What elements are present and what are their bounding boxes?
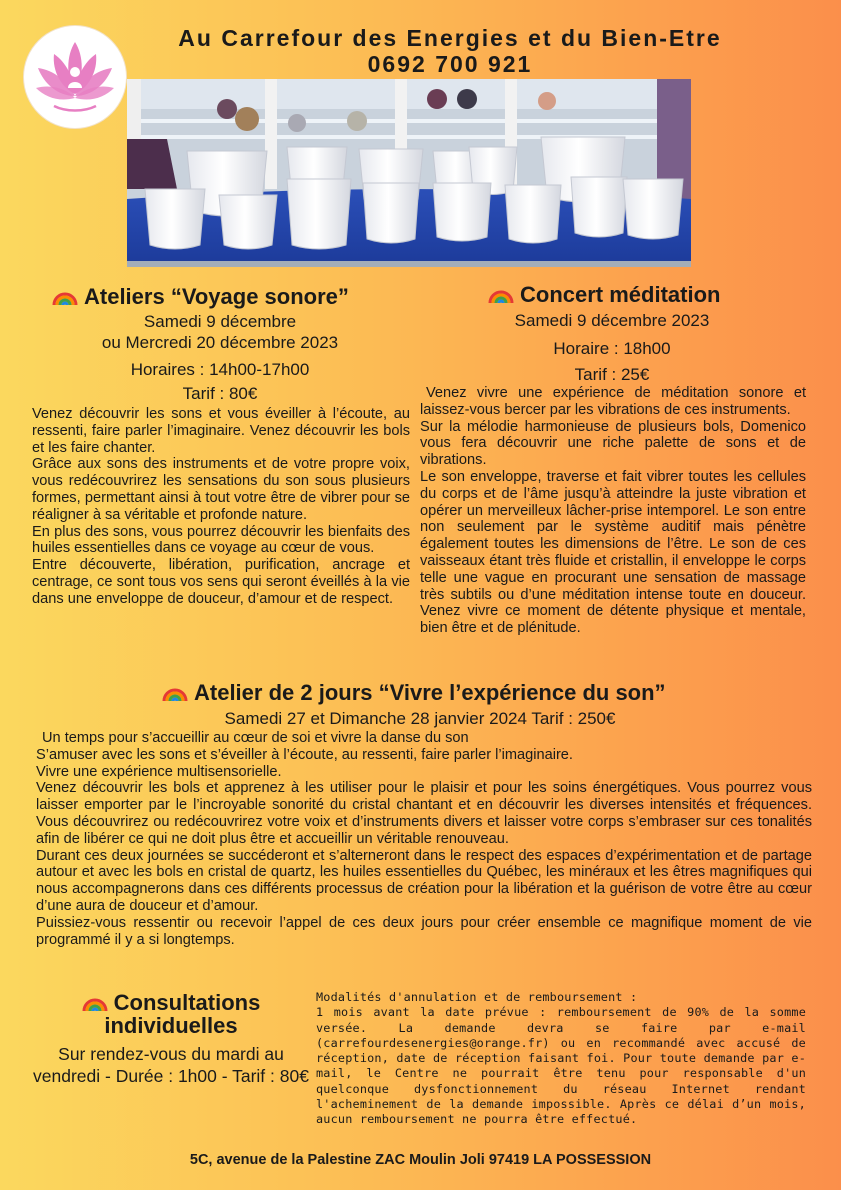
concert-description xyxy=(420,385,806,637)
crystal-bowls-photo xyxy=(127,79,691,267)
ateliers-paragraph: Grâce aux sons des instruments et de votre propre voix, vous redécouvrirez les sensations du son sous plusieurs formes, permettant ainsi à tout votre être de vibrer pour se réaligner à sa véritable et profonde nature. xyxy=(32,456,410,523)
atelier2-heading xyxy=(162,680,666,706)
atelier2-paragraph: Un temps pour s’accueillir au cœur de soi et vivre la danse du son xyxy=(42,730,469,746)
atelier2-paragraph: Venez découvrir les bols et apprenez à les utiliser pour le plaisir et pour les soins énergétiques. Vous pourrez vous laisser emporter par le l’incroyable sonorité du cristal chantant et en découvrir les diverses intensités et fréquences. Vous découvrirez ou redécouvrirez votre voix et d’instruments divers et laisser votre corps s’embraser sur ces tonalités afin de libérer ce qui ne doit plus être et accueillir un véritable renouveau. xyxy=(36,780,812,847)
concert-title: Concert méditation xyxy=(520,282,721,307)
atelier2-title: Atelier de 2 jours “Vivre l’expérience du son” xyxy=(194,680,666,705)
concert-paragraph: Sur la mélodie harmonieuse de plusieurs bols, Domenico vous fera découvrir une riche palette de sons et de vibrations. xyxy=(420,418,806,469)
concert-date: Samedi 9 décembre 2023 xyxy=(514,311,710,330)
lotus-logo xyxy=(24,26,126,128)
concert-heading xyxy=(488,282,720,308)
rainbow-icon xyxy=(82,992,108,1012)
lotus-logo-icon xyxy=(24,26,126,128)
ateliers-paragraph: En plus des sons, vous pourrez découvrir les bienfaits des huiles essentielles dans ce voyage au cœur de vous. xyxy=(32,523,410,557)
consultations-title-line2: individuelles xyxy=(104,1013,238,1038)
rainbow-icon xyxy=(162,682,188,702)
concert-horaire: Horaire : 18h00 xyxy=(553,339,671,358)
ateliers-horaires: Horaires : 14h00-17h00 xyxy=(130,360,310,379)
atelier2-dates: Samedi 27 et Dimanche 28 janvier 2024 Tarif : 250€ xyxy=(224,709,616,728)
atelier2-paragraph: Durant ces deux journées se succéderont et s’alterneront dans le respect des espaces d’expérimentation et de partage autour et avec les bols en cristal de quartz, les huiles essentielles du Québec, les minéraux et les êtres magnifiques qui nous accompagnerons dans ces différents processus de création pour la libération et la guérison de votre être au cœur d’une aura de douceur et d’amour. xyxy=(36,847,812,914)
phone-number: 0692 700 921 xyxy=(367,51,533,77)
rainbow-icon xyxy=(52,286,78,306)
atelier2-paragraph: Puissiez-vous ressentir ou recevoir l’appel de ces deux jours pour créer ensemble ce magnifique moment de vie programmé il y a si longtemps. xyxy=(36,914,812,948)
concert-tarif: Tarif : 25€ xyxy=(574,365,650,384)
atelier2-paragraph: S’amuser avec les sons et s’éveiller à l’écoute, au ressenti, faire parler l’imaginaire. xyxy=(36,746,573,763)
consultations-title-line1: Consultations xyxy=(113,990,261,1015)
ateliers-date2: ou Mercredi 20 décembre 2023 xyxy=(101,333,339,352)
footer-address: 5C, avenue de la Palestine ZAC Moulin Joli 97419 LA POSSESSION xyxy=(189,1152,652,1168)
modalites-text: 1 mois avant la date prévue : remboursement de 90% de la somme versée. La demande devra se faire par e-mail (carrefourdesenergies@orange.fr) ou en recommandé avec accusé de réception, date de réception faisant foi. Pour toute demande par e-mail, le Centre ne pourrait être tenu pour responsable d'un quelconque dysfonctionnement du réseau Internet rendant l'acheminement de la demande impossible. Après ce délai d’un mois, aucun remboursement ne pourra être effectué. xyxy=(316,1005,806,1127)
modalites-block xyxy=(316,990,806,1128)
concert-paragraph: Le son enveloppe, traverse et fait vibrer toutes les cellules du corps et de l’âme jusqu’à atteindre la juste vibration et opérer un merveilleux lâcher-prise intemporel. Le son entre non seulement par le système auditif mais pénètre également toutes les dimensions de l’être. Le son de ces vaisseaux étant très fluide et cristallin, il enveloppe le corps telle une vague en procurant une sensation de massage très subtils ou d’une méditation intense toute en douceur. Venez vivre ce moment de détente physique et mentale, bien être et de plénitude. xyxy=(420,468,806,637)
ateliers-paragraph: Entre découverte, libération, purification, ancrage et centrage, ce sont tous vos sens qui seront éveillés à la vie dans une enveloppe de douceur, d’amour et de respect. xyxy=(32,557,410,607)
ateliers-paragraph: Venez découvrir les sons et vous éveiller à l’écoute, au ressenti, faire parler l’imaginaire. Venez découvrir les bols et les faire chanter. xyxy=(32,406,410,456)
modalites-heading: Modalités d'annulation et de remboursement : xyxy=(316,990,638,1004)
atelier2-paragraph: Vivre une expérience multisensorielle. xyxy=(36,763,282,780)
atelier2-description xyxy=(36,730,812,948)
rainbow-icon xyxy=(488,284,514,304)
ateliers-title: Ateliers “Voyage sonore” xyxy=(84,284,349,309)
ateliers-description xyxy=(32,406,410,608)
concert-paragraph: Venez vivre une expérience de méditation sonore et laissez-vous bercer par les vibrations de ces instruments. xyxy=(420,385,806,418)
page-title: Au Carrefour des Energies et du Bien-Etre xyxy=(178,25,722,51)
consultations-text: Sur rendez-vous du mardi au vendredi - Durée : 1h00 - Tarif : 80€ xyxy=(33,1044,309,1086)
ateliers-tarif: Tarif : 80€ xyxy=(182,384,258,403)
consultations-heading xyxy=(30,991,312,1037)
ateliers-heading xyxy=(52,284,349,310)
ateliers-date1: Samedi 9 décembre xyxy=(143,312,297,331)
